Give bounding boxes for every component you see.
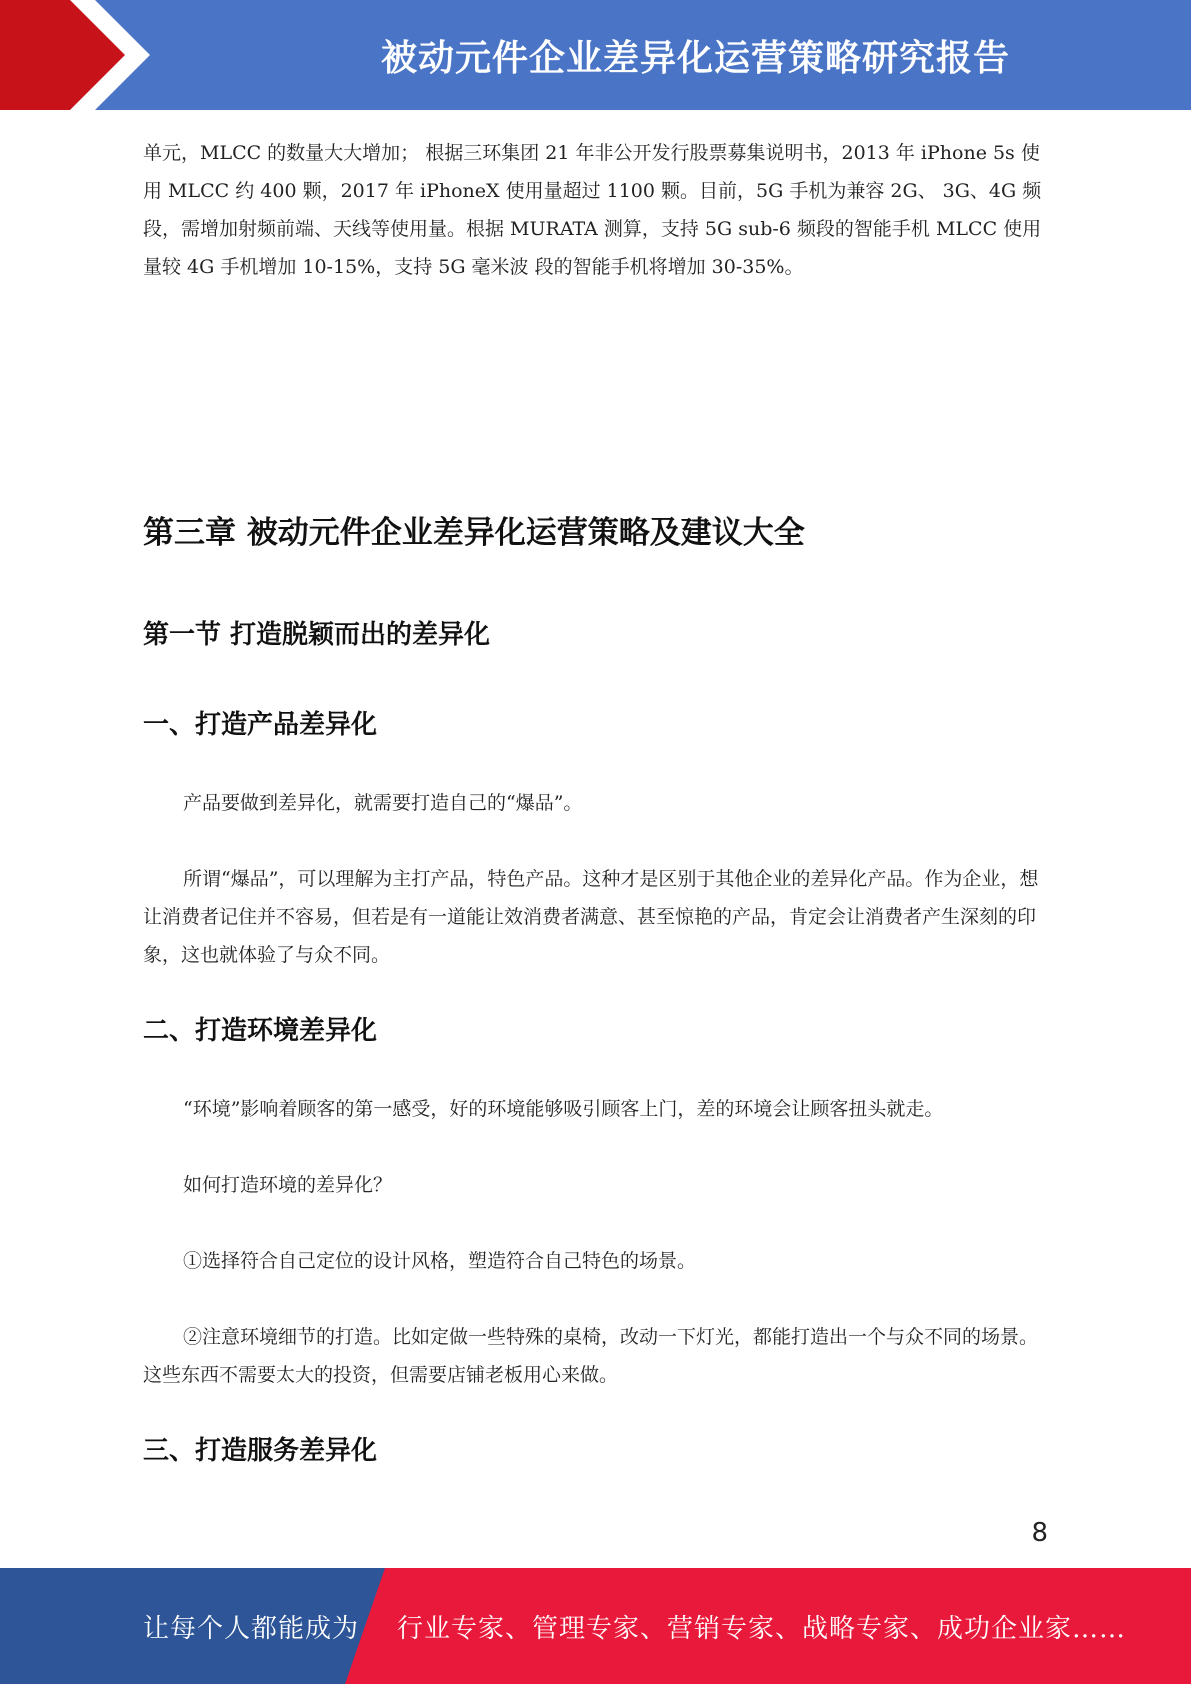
footer-slogan-left: 让每个人都能成为 — [143, 1613, 360, 1644]
footer-slogan-right: 行业专家、管理专家、营销专家、战略专家、成功企业家…… — [397, 1613, 1127, 1644]
environment-paragraph-4: ②注意环境细节的打造。比如定做一些特殊的桌椅，改动一下灯光，都能打造出一个与众不同的场景。这些东西不需要太大的投资，但需要店铺老板用心来做。 — [143, 1326, 1039, 1386]
section-title: 第一节 打造脱颖而出的差异化 — [143, 620, 491, 650]
product-paragraph-2: 所谓“爆品”，可以理解为主打产品，特色产品。这种才是区别于其他企业的差异化产品。作为企业，想让消费者记住并不容易，但若是有一道能让效消费者满意、甚至惊艳的产品，肯定会让消费者产生深刻的印象，这也就体验了与众不同。 — [143, 868, 1039, 966]
subsection-title-product: 一、打造产品差异化 — [143, 710, 378, 740]
subsection-title-environment: 二、打造环境差异化 — [143, 1016, 378, 1046]
environment-paragraph-2: 如何打造环境的差异化？ — [183, 1174, 393, 1196]
red-chevron-logo — [0, 0, 160, 110]
environment-paragraph-1: “环境”影响着顾客的第一感受，好的环境能够吸引顾客上门，差的环境会让顾客扭头就走。 — [183, 1098, 944, 1120]
report-header — [0, 0, 1191, 110]
report-title: 被动元件企业差异化运营策略研究报告 — [380, 37, 1010, 79]
environment-paragraph-3: ①选择符合自己定位的设计风格，塑造符合自己特色的场景。 — [183, 1250, 697, 1272]
intro-paragraph: 单元，MLCC 的数量大大增加； 根据三环集团 21 年非公开发行股票募集说明书，2013 年 iPhone 5s 使用 MLCC 约 400 颗，2017 年 iPhoneX 使用量超过 1100 颗。目前，5G 手机为兼容 2G、 3G、4G 频段，需增加射频前端、天线等使用量。根据 MURATA 测算，支持 5G sub-6 频段的智能手机 MLCC 使用量较 4G 手机增加 10-15%，支持 5G 毫米波 段的智能手机将增加 30-35%。 — [143, 142, 1042, 278]
chapter-title: 第三章 被动元件企业差异化运营策略及建议大全 — [143, 515, 805, 551]
footer-banner — [0, 1568, 1191, 1684]
subsection-title-service: 三、打造服务差异化 — [143, 1436, 378, 1466]
product-paragraph-1: 产品要做到差异化，就需要打造自己的“爆品”。 — [183, 792, 583, 814]
page-number: 8 — [1031, 1518, 1048, 1548]
